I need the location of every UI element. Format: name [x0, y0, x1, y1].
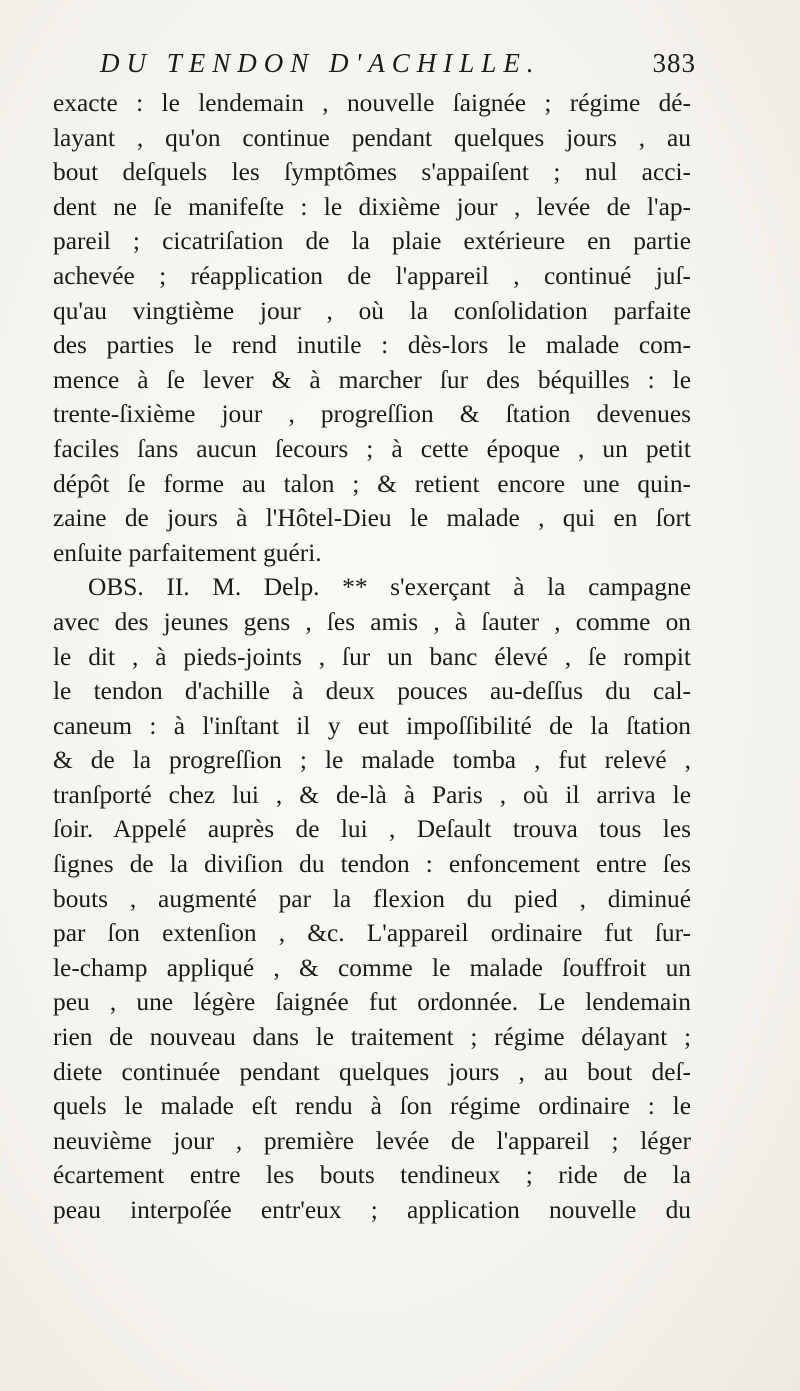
text-line: bout deſquels les ſymptômes s'appaiſent ; nul acci- [53, 158, 691, 187]
text-line: ſignes de la diviſion du tendon : enfoncement entre ſes [53, 850, 691, 879]
text-line: faciles ſans aucun ſecours ; à cette époque , un petit [53, 434, 691, 463]
text-line: dent ne ſe manifeſte : le dixième jour , levée de l'ap- [53, 192, 691, 221]
text-line: pareil ; cicatriſation de la plaie extérieure en partie [53, 227, 691, 256]
text-line: tranſporté chez lui , & de-là à Paris , où il arriva le [53, 780, 691, 809]
text-line: le tendon d'achille à deux pouces au-deſſus du cal- [53, 677, 691, 706]
text-line: rien de nouveau dans le traitement ; régime délayant ; [53, 1023, 691, 1052]
text-line: exacte : le lendemain , nouvelle ſaignée ; régime dé- [53, 89, 691, 117]
text-line: caneum : à l'inſtant il y eut impoſſibilité de la ſtation [53, 711, 691, 740]
text-line: le-champ appliqué , & comme le malade ſouffroit un [53, 953, 691, 982]
text-line: layant , qu'on continue pendant quelques jours , au [53, 123, 691, 152]
text-line: des parties le rend inutile : dès-lors le malade com- [53, 331, 691, 360]
text-line: par ſon extenſion , &c. L'appareil ordinaire fut ſur- [53, 919, 691, 948]
paragraph-last-line: enſuite parfaitement guéri. [53, 538, 322, 567]
body-text [53, 86, 691, 1228]
text-line: diete continuée pendant quelques jours , au bout deſ- [53, 1057, 691, 1086]
text-line: ſoir. Appelé auprès de lui , Deſault trouva tous les [53, 815, 691, 844]
text-line: neuvième jour , première levée de l'appareil ; léger [53, 1126, 691, 1155]
text-line: bouts , augmenté par la flexion du pied , diminué [53, 884, 691, 913]
text-line: zaine de jours à l'Hôtel-Dieu le malade , qui en ſort [53, 504, 691, 533]
page-number: 383 [652, 48, 696, 78]
text-line: achevée ; réapplication de l'appareil , continué juſ- [53, 261, 691, 290]
text-line: & de la progreſſion ; le malade tomba , fut relevé , [53, 746, 691, 775]
running-title: DU TENDON D'ACHILLE. [100, 48, 541, 78]
observation-heading-line: OBS. II. M. Delp. ** s'exerçant à la campagne [88, 573, 691, 602]
text-line: mence à ſe lever & à marcher ſur des béquilles : le [53, 365, 691, 394]
text-line: trente-ſixième jour , progreſſion & ſtation devenues [53, 400, 691, 429]
text-line: avec des jeunes gens , ſes amis , à ſauter , comme on [53, 607, 691, 636]
text-line: écartement entre les bouts tendineux ; ride de la [53, 1161, 691, 1190]
text-line: quels le malade eſt rendu à ſon régime ordinaire : le [53, 1092, 691, 1121]
text-line: peu , une légère ſaignée fut ordonnée. Le lendemain [53, 988, 691, 1017]
text-line: le dit , à pieds-joints , ſur un banc élevé , ſe rompit [53, 642, 691, 671]
text-line: peau interpoſée entr'eux ; application nouvelle du [53, 1196, 691, 1224]
page-header [100, 44, 696, 84]
text-line: dépôt ſe forme au talon ; & retient encore une quin- [53, 469, 691, 498]
text-line: qu'au vingtième jour , où la conſolidation parfaite [53, 296, 691, 325]
